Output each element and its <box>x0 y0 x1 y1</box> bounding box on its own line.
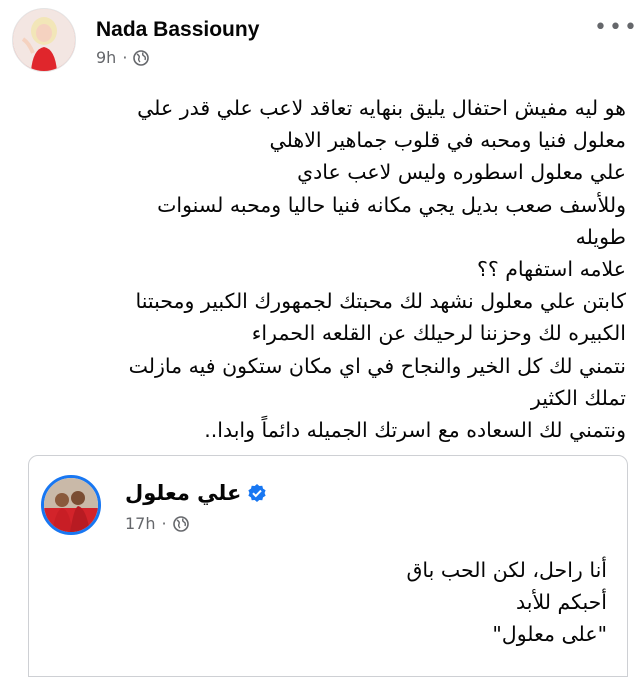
shared-author-avatar[interactable] <box>41 475 101 535</box>
post-line: طويله <box>575 224 626 249</box>
author-avatar[interactable] <box>12 8 76 72</box>
post-line: هو ليه مفيش احتفال يليق بنهايه تعاقد لاعب علي قدر علي <box>137 96 626 120</box>
post-line: الكبيره لك وحزننا لرحيلك عن القلعه الحمراء <box>251 321 626 346</box>
post-line: ونتمني لك السعاده مع اسرتك الجميله دائماً وابدا.. <box>204 418 626 443</box>
shared-meta-dot: · <box>161 514 167 533</box>
post-line: تملك الكثير <box>530 385 626 410</box>
shared-author-name[interactable]: علي معلول <box>125 481 242 505</box>
meta-dot: · <box>122 48 128 67</box>
shared-post-meta <box>125 514 189 533</box>
post-line: علي معلول اسطوره وليس لاعب عادي <box>297 160 626 185</box>
shared-name-row <box>125 481 267 505</box>
author-name[interactable]: Nada Bassiouny <box>96 18 260 41</box>
post-time[interactable]: 9h <box>96 48 117 67</box>
post-text <box>50 92 626 446</box>
verified-badge-icon <box>247 483 267 503</box>
shared-post-text <box>49 554 607 650</box>
shared-post-card[interactable] <box>28 455 628 677</box>
shared-post-line: أحبكم للأبد <box>516 590 607 614</box>
post-meta <box>96 48 149 67</box>
post-line: وللأسف صعب بديل يجي مكانه فنيا حاليا ومحبه لسنوات <box>157 192 626 217</box>
shared-globe-icon[interactable] <box>173 516 189 532</box>
shared-post-line: "على معلول" <box>492 622 607 646</box>
post-line: معلول فنيا ومحبه في قلوب جماهير الاهلي <box>269 128 626 153</box>
post-header <box>12 8 639 72</box>
shared-avatar-image <box>44 478 98 532</box>
author-avatar-image <box>13 9 75 71</box>
post-line: نتمني لك كل الخير والنجاح في اي مكان ستكون فيه مازلت <box>128 353 626 378</box>
post-line: علامه استفهام ؟؟ <box>476 257 626 282</box>
post-line: كابتن علي معلول نشهد لك محبتك لجمهورك الكبير ومحبتنا <box>135 289 626 314</box>
more-options-button[interactable]: ••• <box>594 15 639 40</box>
shared-post-line: أنا راحل، لكن الحب باق <box>406 558 607 582</box>
shared-post-time[interactable]: 17h <box>125 514 156 533</box>
globe-icon[interactable] <box>133 50 149 66</box>
